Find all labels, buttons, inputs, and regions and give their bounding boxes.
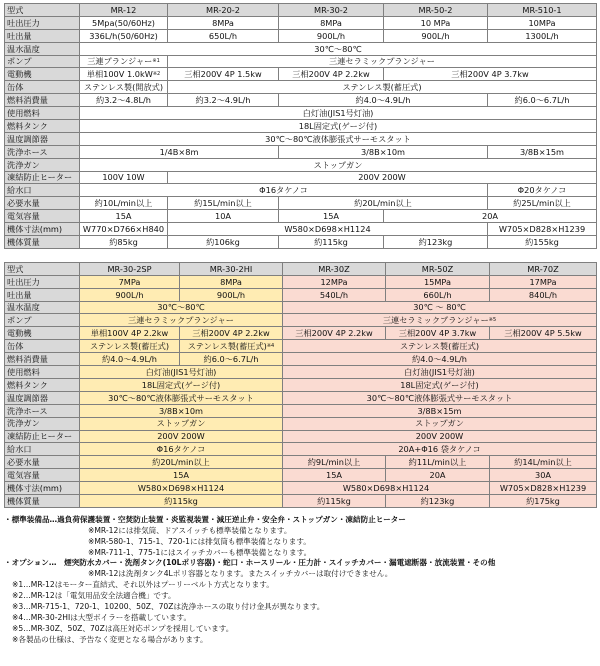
table-row [5,443,597,456]
note-line: ※MR-12は洗剤タンク4Lポリ容器となります。またスイッチカバーは取付けできません。 [88,569,393,579]
table-cell: 15A [80,469,283,482]
row-label: 必要水量 [5,197,80,210]
table-cell: 20A [386,469,490,482]
table-cell: 650L/h [168,29,279,42]
table-cell: 30℃〜80℃液体膨張式サーモスタット [80,132,597,145]
table-cell: 18L固定式(ゲージ付) [283,378,597,391]
row-label: 給水口 [5,443,80,456]
table-row [5,327,597,340]
table-cell [283,314,597,327]
table-row [5,301,597,314]
table-row [5,107,597,120]
table-cell: ストップガン [80,158,597,171]
table-cell: 三相200V 4P 2.2kw [180,327,283,340]
row-label: ポンプ [5,314,80,327]
table-cell: 18L固定式(ゲージ付) [80,378,283,391]
table-cell: 約4.0〜4.9L/h [283,353,597,366]
table-cell: 10 MPa [384,16,488,29]
table-row [5,456,597,469]
spec-table-1 [4,3,597,249]
table-cell: 8MPa [168,16,279,29]
table-row [5,223,597,236]
spec-table-2 [4,262,597,508]
row-label: 電気容量 [5,469,80,482]
table-cell: 30℃〜80℃ [80,42,597,55]
header-cell: MR-50-2 [384,4,488,17]
row-label: 機体質量 [5,236,80,249]
note-line: ※MR-711-1、775-1にはスイッチカバーも標準装備となります。 [88,547,312,557]
footnote-5: ※5…MR-30Z、50Z、70Zは高圧対応ポンプを採用しています。 [12,623,234,633]
table-cell: 約115kg [283,494,386,507]
table-cell: 約15L/min以上 [168,197,279,210]
table-cell: 白灯油(JIS1号灯油) [80,366,283,379]
table-cell: ストップガン [80,417,283,430]
table-cell: 三相200V 4P 3.7kw [384,68,597,81]
table-row [5,494,597,507]
table-cell: 336L/h(50/60Hz) [80,29,168,42]
table-cell: 30A [490,469,597,482]
table-row [5,184,597,197]
footnote-mark: ※2 [152,71,161,78]
table-cell: 約11L/min以上 [386,456,490,469]
row-label: 吐出量 [5,29,80,42]
table-cell: 1/4B×8m [80,145,279,158]
table-cell: 8MPa [279,16,384,29]
table-row [5,145,597,158]
table-cell: 約10L/min以上 [80,197,168,210]
table-cell: 約3.2〜4.8L/h [80,94,168,107]
footnote-6: ※各製品の仕様は、予告なく変更となる場合があります。 [12,634,208,644]
table-row [5,29,597,42]
table-cell: 白灯油(JIS1号灯油) [283,366,597,379]
table-cell: 単相100V 4P 2.2kw [80,327,180,340]
row-label: 洗浄ホース [5,404,80,417]
row-label: 吐出圧力 [5,275,80,288]
footnote-3: ※3…MR-715-1、720-1、10200、50Z、70Zは洗浄ホースの取り付け金具が異なります。 [12,602,325,612]
row-label: 電気容量 [5,210,80,223]
table-cell: 約155kg [488,236,597,249]
cell-text: 三連プランジャー [87,56,153,67]
table-cell: 約115kg [279,236,384,249]
table-cell: 3/8B×10m [279,145,488,158]
row-label: 燃料消費量 [5,353,80,366]
header-cell: 型式 [5,4,80,17]
table-cell: W705×D828×H1239 [490,482,597,495]
table-row [5,314,597,327]
table-cell: 三連セラミックプランジャー [168,55,597,68]
table-row [5,4,597,17]
table-cell: 約4.0〜4.9L/h [80,353,180,366]
row-label: 洗浄ガン [5,417,80,430]
table-cell: 約9L/min以上 [283,456,386,469]
table-cell: 20A [384,210,597,223]
row-label: 缶体 [5,340,80,353]
table-row [5,275,597,288]
footnote-mark: ※4 [266,343,275,350]
row-label: 燃料タンク [5,378,80,391]
table-row [5,482,597,495]
table-cell: 約20L/min以上 [80,456,283,469]
header-cell: MR-30-2HI [180,262,283,275]
table-row [5,171,597,184]
table-cell: W580×D698×H1124 [80,482,283,495]
table-cell: 900L/h [279,29,384,42]
table-row [5,366,597,379]
table-cell: 三相200V 4P 2.2kw [279,68,384,81]
table-cell: 約14L/min以上 [490,456,597,469]
header-cell: MR-12 [80,4,168,17]
table-cell: ステンレス製(蓄圧式) [168,81,597,94]
table-row [5,42,597,55]
table-cell: 3/8B×10m [80,404,283,417]
table-cell: 3/8B×15m [283,404,597,417]
table-cell: 15A [80,210,168,223]
table-cell: 12MPa [283,275,386,288]
table-cell: 200V 200W [283,430,597,443]
table-cell: 8MPa [180,275,283,288]
table-cell: 三相200V 4P 1.5kw [168,68,279,81]
table-cell: 約6.0〜6.7L/h [488,94,597,107]
table-cell: 200V 200W [80,430,283,443]
table-cell: 約123kg [384,236,488,249]
table-cell: 7MPa [80,275,180,288]
table-cell: 30℃〜80℃液体膨張式サーモスタット [80,391,283,404]
header-cell: MR-70Z [490,262,597,275]
row-label: 温水温度 [5,301,80,314]
table-cell: ステンレス製(蓄圧式) [80,340,180,353]
row-label: 使用燃料 [5,366,80,379]
footnote-2: ※2…MR-12は「電気用品安全法適合機」です。 [12,591,176,601]
row-label: 燃料消費量 [5,94,80,107]
table-cell: 5Mpa(50/60Hz) [80,16,168,29]
table-cell: W580×D698×H1124 [283,482,490,495]
table-cell: 540L/h [283,288,386,301]
row-label: 凍結防止ヒーター [5,430,80,443]
row-label: 洗浄ホース [5,145,80,158]
table-cell: 約25L/min以上 [488,197,597,210]
standard-equipment-note: ・標準装備品…過負荷保護装置・空焚防止装置・炎監視装置・減圧逆止弁・安全弁・ストップガン・凍結防止ヒーター [4,514,406,524]
table-cell: 3/8B×15m [488,145,597,158]
table-row [5,430,597,443]
table-cell: 20A+Φ16 袋タケノコ [283,443,597,456]
table-row [5,236,597,249]
table-cell: 15A [283,469,386,482]
table-cell: 10A [168,210,279,223]
table-cell [80,55,168,68]
footnote-1: ※1…MR-12はモーター直結式、それ以外はプーリーベルト方式となります。 [12,580,274,590]
table-row [5,132,597,145]
table-cell [180,340,283,353]
cell-text: ステンレス製(蓄圧式) [187,341,267,352]
table-row [5,288,597,301]
table-row [5,353,597,366]
table-row [5,158,597,171]
table-cell: 白灯油(JIS1号灯油) [80,107,597,120]
table-row [5,378,597,391]
header-cell: MR-50Z [386,262,490,275]
table-cell: 17MPa [490,275,597,288]
row-label: 洗浄ガン [5,158,80,171]
table-row [5,340,597,353]
table-cell: W580×D698×H1124 [168,223,488,236]
table-row [5,68,597,81]
table-cell: 200V 200W [168,171,597,184]
table-cell: 三相200V 4P 5.5kw [490,327,597,340]
table-cell: 30℃ 〜 80℃ [283,301,597,314]
table-cell: 約20L/min以上 [279,197,488,210]
row-label: 温水温度 [5,42,80,55]
table-cell: 約123kg [386,494,490,507]
table-row [5,262,597,275]
table-cell: 900L/h [180,288,283,301]
table-cell: 660L/h [386,288,490,301]
row-label: 使用燃料 [5,107,80,120]
table-row [5,404,597,417]
header-cell: MR-30-2 [279,4,384,17]
table-cell: 15MPa [386,275,490,288]
footnote-4: ※4…MR-30-2HIは大型ボイラーを搭載しています。 [12,613,192,622]
row-label: 燃料タンク [5,120,80,133]
table-row [5,94,597,107]
row-label: 温度調節器 [5,391,80,404]
table-row [5,197,597,210]
footnote-mark: ※5 [488,317,497,324]
row-label: 吐出圧力 [5,16,80,29]
row-label: ポンプ [5,55,80,68]
header-cell: MR-30Z [283,262,386,275]
row-label: 機体寸法(mm) [5,482,80,495]
table-cell: 約106kg [168,236,279,249]
table-cell: Φ20タケノコ [488,184,597,197]
table-cell: Φ16タケノコ [80,443,283,456]
header-cell: MR-20-2 [168,4,279,17]
row-label: 電動機 [5,68,80,81]
table-cell: 18L固定式(ゲージ付) [80,120,597,133]
row-label: 温度調節器 [5,132,80,145]
table-cell: W770×D766×H840 [80,223,168,236]
header-cell: MR-30-2SP [80,262,180,275]
table-row [5,55,597,68]
table-cell: 100V 10W [80,171,168,184]
table-cell: 900L/h [80,288,180,301]
table-row [5,210,597,223]
row-label: 缶体 [5,81,80,94]
table-cell: 900L/h [384,29,488,42]
row-label: 給水口 [5,184,80,197]
table-row [5,391,597,404]
table-cell: 三相200V 4P 3.7kw [386,327,490,340]
notes-section [4,515,596,646]
row-label: 機体寸法(mm) [5,223,80,236]
table-cell: 約4.0〜4.9L/h [279,94,488,107]
table-cell: ステンレス製(開放式) [80,81,168,94]
header-cell: MR-510-1 [488,4,597,17]
table-cell: 約3.2〜4.9L/h [168,94,279,107]
footnote-mark: ※1 [152,58,160,65]
table-cell: 1300L/h [488,29,597,42]
table-row [5,417,597,430]
table-cell: W705×D828×H1239 [488,223,597,236]
note-line: ※MR-12には排気筒、ドアスイッチも標準装備となります。 [88,525,292,535]
table-cell: 三相200V 4P 2.2kw [283,327,386,340]
table-cell [80,68,168,81]
table-row [5,469,597,482]
table-cell: Φ16タケノコ [80,184,488,197]
row-label: 吐出量 [5,288,80,301]
table-cell: ストップガン [283,417,597,430]
table-cell: 約6.0〜6.7L/h [180,353,283,366]
table-cell: 30℃〜80℃液体膨張式サーモスタット [283,391,597,404]
cell-text: 単相100V 1.0kW [86,69,153,80]
table-cell: 約115kg [80,494,283,507]
table-cell: ステンレス製(蓄圧式) [283,340,597,353]
row-label: 凍結防止ヒーター [5,171,80,184]
table-row [5,16,597,29]
row-label: 機体質量 [5,494,80,507]
table-cell: 約85kg [80,236,168,249]
table-cell: 840L/h [490,288,597,301]
table-cell: 15A [279,210,384,223]
row-label: 必要水量 [5,456,80,469]
table-cell: 三連セラミックプランジャー [80,314,283,327]
note-line: ※MR-580-1、715-1、720-1には排気筒も標準装備となります。 [88,536,311,546]
table-row [5,81,597,94]
header-cell: 型式 [5,262,80,275]
row-label: 電動機 [5,327,80,340]
cell-text: 三連セラミックプランジャー [382,315,489,326]
table-cell: 30℃〜80℃ [80,301,283,314]
options-note: ・オプション… 煙突防水カバー・洗剤タンク(10Lポリ容器)・蛇口・ホースリール・圧力計・スイッチカバー・漏電遮断器・放流装置・その他 [4,558,496,568]
table-cell: 10MPa [488,16,597,29]
table-cell: 約175kg [490,494,597,507]
table-row [5,120,597,133]
